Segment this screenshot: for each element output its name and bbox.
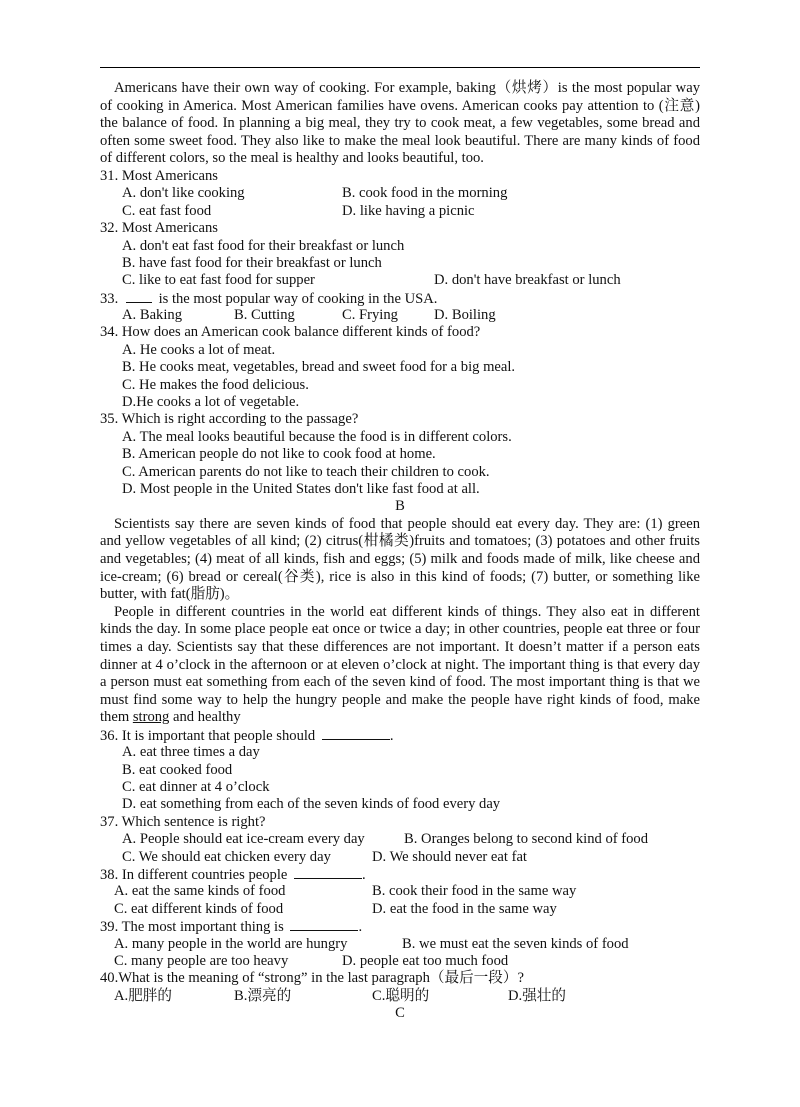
q33-option-b: B. Cutting [234,307,295,324]
q38-options-ab [100,883,700,900]
answer-blank [322,727,390,740]
q31-stem: 31. Most Americans [100,167,218,184]
q36-option-c-row [100,779,700,796]
q31-options-ab [100,185,700,202]
q34-option-b: B. He cooks meat, vegetables, bread and sweet food for a big meal. [122,359,516,376]
q35-option-d-row [100,481,700,498]
q38-option-b: B. cook their food in the same way [372,883,577,900]
q34-option-c-row [100,377,700,394]
q34-option-d-row [100,394,700,411]
q32-stem: 32. Most Americans [100,220,218,237]
q32-option-a-row [100,238,700,255]
q34-option-b-row [100,359,700,376]
answer-blank [294,866,362,879]
q39-options-ab [100,936,700,953]
q37-stem: 37. Which sentence is right? [100,813,266,830]
q39-stem: 39. The most important thing is . [100,919,363,936]
header-rule [100,67,700,68]
passage-b-paragraph-2: People in different countries in the world eat different kinds of things. They also eat in different kinds the day. In some place people eat once or twice a day; in other countries, people eat three or four times a day. Scientists say that these differences are not important. It doesn’t matter if a person eats dinner at 4 o’clock in the afternoon or at eleven o’clock at night. The important thing is that every day a person must eat something from each of the seven kind of food. The most important thing is that we must find some way to help the hungry people and make the people have right kinds of food, make them strong and healthy [100,603,700,726]
q31-option-c: C. eat fast food [122,202,212,219]
q37-option-a: A. People should eat ice-cream every day [122,831,365,848]
q38-option-d: D. eat the food in the same way [372,900,557,917]
q32-option-b-row [100,255,700,272]
q35-option-b-row [100,446,700,463]
document-page [100,80,700,1023]
q35-stem: 35. Which is right according to the passage? [100,411,359,428]
q32-option-b: B. have fast food for their breakfast or lunch [122,254,382,271]
q31-option-a: A. don't like cooking [122,185,245,202]
q37-option-b: B. Oranges belong to second kind of food [404,831,648,848]
q37-option-c: C. We should eat chicken every day [122,848,331,865]
q34-stem: 34. How does an American cook balance different kinds of food? [100,324,481,341]
passage-a: Americans have their own way of cooking. For example, baking（烘烤）is the most popular way of cooking in America. Most American families have ovens. American cooks pay attention to (注意) the balance of food. In planning a big meal, they try to cook meat, a few vegetables, some bread and often some sweet food. They also like to make the meal look beautiful. There are many kinds of food of different colors, so the meal is healthy and looks beautiful, too. [100,80,700,167]
q34-option-a: A. He cooks a lot of meat. [122,341,276,358]
q35-option-b: B. American people do not like to cook food at home. [122,446,436,463]
q34-option-d: D.He cooks a lot of vegetable. [122,394,300,411]
passage-b-paragraph-1: Scientists say there are seven kinds of food that people should eat every day. They are: (1) green and yellow vegetables of all kind; (2) citrus(柑橘类)fruits and tomatoes; (3) potatoes and other fruits and vegetables; (4) meat of all kinds, fish and eggs; (5) milk and foods made of milk, like cheese and ice-cream; (6) bread or cereal(谷类), rice is also in this kind of foods; (7) butter, or something like butter, with fat(脂肪)。 [100,515,700,603]
answer-blank [126,290,152,303]
q39-option-c: C. many people are too heavy [114,952,289,969]
q38-options-cd [100,901,700,918]
q33-option-d: D. Boiling [434,307,496,324]
q33-options [100,307,700,324]
q32-option-d: D. don't have breakfast or lunch [434,272,621,289]
q35-option-a: A. The meal looks beautiful because the food is in different colors. [122,428,512,445]
q39-option-a: A. many people in the world are hungry [114,935,348,952]
q35-option-a-row [100,429,700,446]
q38-option-c: C. eat different kinds of food [114,900,284,917]
q37-options-cd [100,849,700,866]
q36-option-c: C. eat dinner at 4 o’clock [122,779,270,796]
q31-option-b: B. cook food in the morning [342,185,508,202]
q39-option-d: D. people eat too much food [342,952,509,969]
q33-option-c: C. Frying [342,307,398,324]
q34-option-a-row [100,342,700,359]
q35-option-c-row [100,464,700,481]
q37-options-ab [100,831,700,848]
q37-option-d: D. We should never eat fat [372,848,527,865]
underlined-word: strong [132,709,170,726]
section-b-heading: B [395,498,405,515]
q36-option-d: D. eat something from each of the seven kinds of food every day [122,796,501,813]
q32-options-cd [100,272,700,289]
q40-option-b: B.漂亮的 [234,987,292,1004]
q33-stem: 33. is the most popular way of cooking in the USA. [100,290,438,307]
q40-option-c: C.聪明的 [372,987,430,1004]
q40-stem: 40.What is the meaning of “strong” in the last paragraph（最后一段）? [100,970,524,987]
q36-option-a: A. eat three times a day [122,744,260,761]
q35-option-c: C. American parents do not like to teach their children to cook. [122,463,490,480]
q40-option-d: D.强壮的 [508,987,566,1004]
q40-option-a: A.肥胖的 [114,987,172,1004]
q36-option-d-row [100,796,700,813]
q38-stem: 38. In different countries people . [100,867,366,884]
q31-option-d: D. like having a picnic [342,202,475,219]
q32-option-c: C. like to eat fast food for supper [122,272,315,289]
q39-option-b: B. we must eat the seven kinds of food [402,935,629,952]
q36-option-a-row [100,744,700,761]
q34-option-c: C. He makes the food delicious. [122,376,309,393]
q33-option-a: A. Baking [122,307,182,324]
q36-option-b: B. eat cooked food [122,761,233,778]
q35-option-d: D. Most people in the United States don't like fast food at all. [122,481,480,497]
q36-option-b-row [100,762,700,779]
section-c-heading: C [395,1005,405,1022]
answer-blank [290,918,358,931]
q32-option-a: A. don't eat fast food for their breakfast or lunch [122,237,405,254]
q39-options-cd [100,953,700,970]
q40-options [100,988,700,1005]
q31-options-cd [100,203,700,220]
q38-option-a: A. eat the same kinds of food [114,883,286,900]
q36-stem: 36. It is important that people should . [100,727,394,744]
